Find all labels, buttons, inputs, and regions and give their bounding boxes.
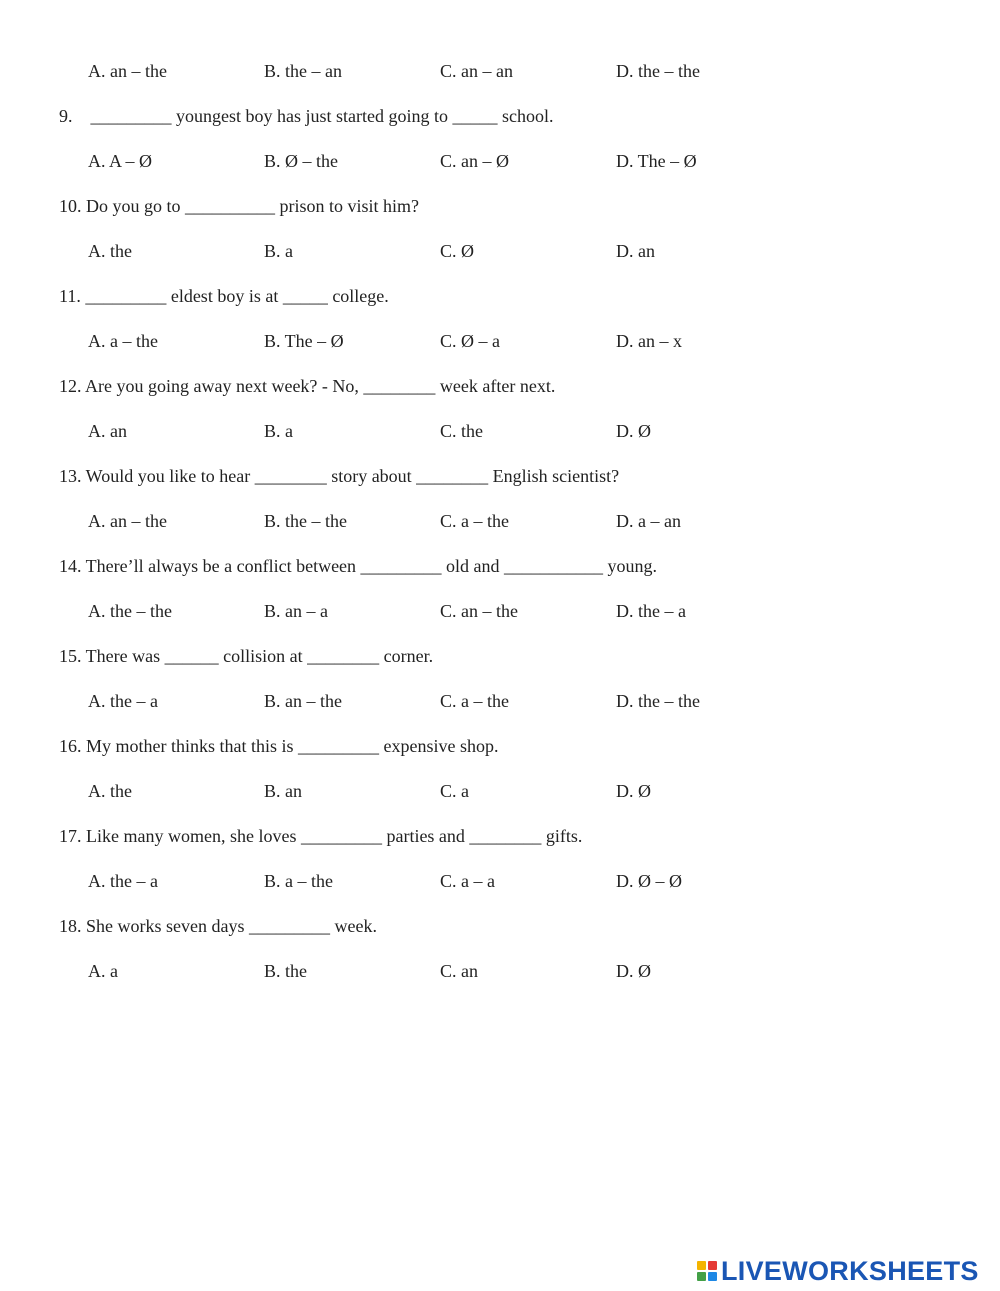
answer-options xyxy=(88,780,788,802)
answer-option-c[interactable]: C. an – Ø xyxy=(440,151,509,171)
answer-options xyxy=(88,600,788,622)
answer-option-a[interactable]: A. the – a xyxy=(88,691,158,711)
logo-block-3 xyxy=(697,1272,706,1281)
answer-option-a[interactable]: A. an – the xyxy=(88,61,167,81)
answer-option-a[interactable]: A. the – the xyxy=(88,601,172,621)
question-text: 11. _________ eldest boy is at _____ college. xyxy=(59,286,389,306)
question-text: 12. Are you going away next week? - No, ________ week after next. xyxy=(59,376,556,396)
question-text: 15. There was ______ collision at ________ corner. xyxy=(59,646,434,666)
answer-option-c[interactable]: C. the xyxy=(440,421,483,441)
answer-option-d[interactable]: D. Ø xyxy=(616,961,651,981)
question-text: 18. She works seven days _________ week. xyxy=(59,916,377,936)
answer-option-a[interactable]: A. the xyxy=(88,241,132,261)
answer-option-c[interactable]: C. an xyxy=(440,961,478,981)
answer-option-a[interactable]: A. a – the xyxy=(88,331,158,351)
question-text: 10. Do you go to __________ prison to visit him? xyxy=(59,196,419,216)
answer-option-b[interactable]: B. a xyxy=(264,421,293,441)
answer-option-b[interactable]: B. an – the xyxy=(264,691,342,711)
answer-options xyxy=(88,690,788,712)
question-text: 9. _________ youngest boy has just started going to _____ school. xyxy=(59,106,554,126)
answer-option-a[interactable]: A. the – a xyxy=(88,871,158,891)
answer-option-d[interactable]: D. the – the xyxy=(616,61,700,81)
logo-block-1 xyxy=(697,1261,706,1270)
answer-option-c[interactable]: C. Ø xyxy=(440,241,475,261)
answer-option-c[interactable]: C. a xyxy=(440,781,469,801)
answer-option-a[interactable]: A. an xyxy=(88,421,127,441)
answer-options xyxy=(88,60,788,82)
answer-options xyxy=(88,150,788,172)
answer-option-d[interactable]: D. The – Ø xyxy=(616,151,697,171)
answer-option-a[interactable]: A. the xyxy=(88,781,132,801)
answer-option-a[interactable]: A. a xyxy=(88,961,118,981)
answer-options xyxy=(88,420,788,442)
answer-option-c[interactable]: C. an – an xyxy=(440,61,513,81)
liveworksheets-logo[interactable] xyxy=(697,1255,979,1286)
logo-text: LIVEWORKSHEETS xyxy=(721,1255,979,1286)
logo-block-4 xyxy=(708,1272,717,1281)
answer-option-d[interactable]: D. the – a xyxy=(616,601,686,621)
answer-option-d[interactable]: D. Ø xyxy=(616,781,651,801)
answer-options xyxy=(88,330,788,352)
answer-option-d[interactable]: D. the – the xyxy=(616,691,700,711)
question-text: 16. My mother thinks that this is _________ expensive shop. xyxy=(59,736,499,756)
logo-blocks-icon xyxy=(697,1261,717,1281)
answer-options xyxy=(88,960,788,982)
question-text: 17. Like many women, she loves _________ parties and ________ gifts. xyxy=(59,826,583,846)
answer-option-c[interactable]: C. a – the xyxy=(440,511,509,531)
answer-option-b[interactable]: B. the xyxy=(264,961,307,981)
question-text: 14. There’ll always be a conflict between _________ old and ___________ young. xyxy=(59,556,658,576)
answer-option-b[interactable]: B. an xyxy=(264,781,302,801)
answer-options xyxy=(88,870,788,892)
answer-option-d[interactable]: D. a – an xyxy=(616,511,681,531)
answer-options xyxy=(88,240,788,262)
answer-option-c[interactable]: C. a – a xyxy=(440,871,495,891)
answer-option-a[interactable]: A. A – Ø xyxy=(88,151,153,171)
answer-option-b[interactable]: B. a – the xyxy=(264,871,333,891)
answer-option-d[interactable]: D. Ø xyxy=(616,421,651,441)
answer-option-c[interactable]: C. an – the xyxy=(440,601,518,621)
answer-option-d[interactable]: D. Ø – Ø xyxy=(616,871,682,891)
answer-option-b[interactable]: B. The – Ø xyxy=(264,331,344,351)
answer-option-b[interactable]: B. a xyxy=(264,241,293,261)
answer-option-c[interactable]: C. a – the xyxy=(440,691,509,711)
answer-option-b[interactable]: B. the – the xyxy=(264,511,347,531)
answer-option-b[interactable]: B. the – an xyxy=(264,61,342,81)
answer-option-a[interactable]: A. an – the xyxy=(88,511,167,531)
answer-option-d[interactable]: D. an – x xyxy=(616,331,682,351)
answer-option-b[interactable]: B. Ø – the xyxy=(264,151,338,171)
answer-option-c[interactable]: C. Ø – a xyxy=(440,331,500,351)
logo-block-2 xyxy=(708,1261,717,1270)
answer-option-d[interactable]: D. an xyxy=(616,241,655,261)
answer-options xyxy=(88,510,788,532)
question-text: 13. Would you like to hear ________ story about ________ English scientist? xyxy=(59,466,620,486)
answer-option-b[interactable]: B. an – a xyxy=(264,601,328,621)
